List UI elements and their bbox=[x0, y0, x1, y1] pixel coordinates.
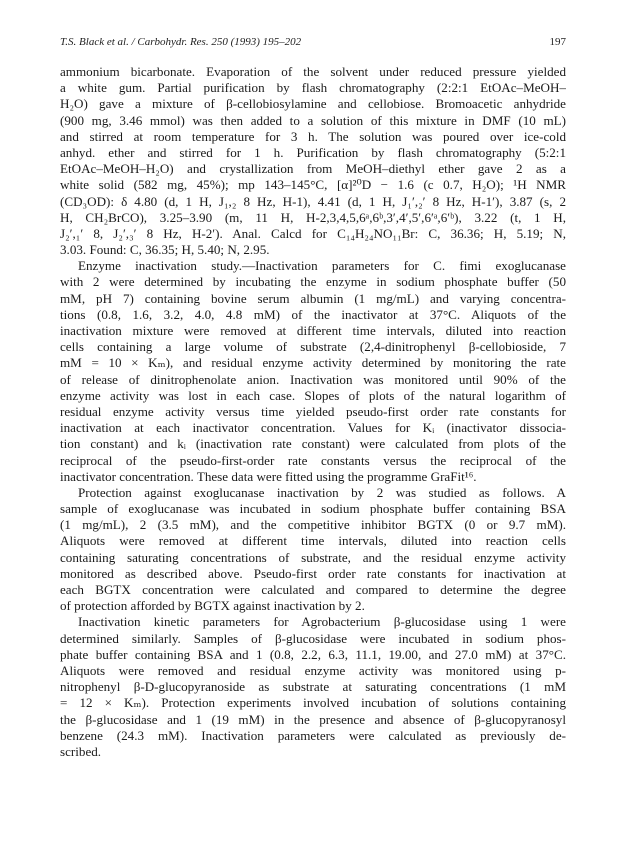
text-line: Inactivation kinetic parameters for Agrobacterium β-glucosidase using 1 were bbox=[78, 614, 566, 630]
text-line: mM, pH 7) containing bovine serum albumin (1 mg/mL) and varying concentra- bbox=[60, 290, 566, 306]
text-line: the β-glucosidase and 1 (19 mM) in the presence and absence of β-glucopyranosyl bbox=[60, 711, 566, 727]
running-head: T.S. Black et al. / Carbohydr. Res. 250 (1993) 195–202 bbox=[60, 36, 302, 48]
text-line: phate buffer containing BSA and 1 (0.8, 2.2, 6.3, 11.1, 19.00, and 27.0 mM) at 37°C. bbox=[60, 646, 566, 662]
text-line: and stirred at room temperature for 3 h. The solution was poured over ice-cold bbox=[60, 128, 566, 144]
text-line: EtOAc–MeOH–H₂O) and crystallization from MeOH–diethyl ether gave 2 as a bbox=[60, 161, 566, 177]
text-line: 3.03. Found: C, 36.35; H, 5.40; N, 2.95. bbox=[60, 242, 270, 258]
text-line: containing saturating concentrations of substrate, and the residual enzyme activity bbox=[60, 549, 566, 565]
text-line: inactivation mixture were removed at different time intervals, diluted into reaction bbox=[60, 323, 566, 338]
text-line: with 2 were determined by incubating the enzyme in sodium phosphate buffer (50 bbox=[60, 274, 566, 290]
text-line: J₂′,₁′ 8, J₂′,₃′ 8 Hz, H-2′). Anal. Calcd for C₁₄H₂₄NO₁₁Br: C, 36.36; H, 5.19; N, bbox=[60, 225, 566, 241]
text-line: of release of dinitrophenolate anion. Inactivation was monitored until 90% of the bbox=[60, 371, 566, 387]
text-line: H, CH₂BrCO), 3.25–3.90 (m, 11 H, H-2,3,4,5,6ᵃ,6ᵇ,3′,4′,5′,6′ᵃ,6′ᵇ), 3.22 (t, 1 H, bbox=[60, 209, 566, 225]
text-line: mM = 10 × Kₘ), and residual enzyme activity determined by monitoring the rate bbox=[60, 355, 566, 371]
page-number: 197 bbox=[549, 36, 566, 48]
text-line: enzyme activity was lost in each case. Slopes of plots of the natural logarithm of bbox=[60, 387, 566, 403]
text-line: benzene (24.3 mM). Inactivation parameters were calculated as previously de- bbox=[60, 727, 566, 743]
text-line: monitored as described above. Pseudo-first order rate constants for inactivation at bbox=[60, 565, 566, 581]
text-line: a white gum. Partial purification by flash chromatography (2:2:1 EtOAc–MeOH– bbox=[60, 80, 566, 96]
text-line: sample of exoglucanase was incubated in sodium phosphate buffer containing BSA bbox=[60, 501, 566, 517]
text-line: Protection against exoglucanase inactivation by 2 was studied as follows. A bbox=[78, 484, 566, 500]
text-line: H₂O) gave a mixture of β-cellobiosylamine and cellobiose. Bromoacetic anhydride bbox=[60, 96, 566, 112]
text-line: scribed. bbox=[60, 743, 102, 759]
text-line: ammonium bicarbonate. Evaporation of the solvent under reduced pressure yielded bbox=[60, 64, 566, 79]
text-line: (900 mg, 3.46 mmol) was then added to a solution of this mixture in DMF (10 mL) bbox=[60, 112, 566, 128]
text-line: anhyd. ether and stirred for 1 h. Purification by flash chromatography (5:2:1 bbox=[60, 144, 566, 160]
text-line: cells containing a large volume of substrate (2,4-dinitrophenyl β-cellobioside, 7 bbox=[60, 339, 566, 355]
text-line: determined similarly. Samples of β-glucosidase were incubated in sodium phos- bbox=[60, 630, 566, 646]
page-header bbox=[60, 34, 566, 50]
text-line: Aliquots were removed and residual enzyme activity was monitored using p- bbox=[60, 662, 566, 678]
text-line: tion constant) and kᵢ (inactivation rate constant) were calculated from plots of the bbox=[60, 436, 566, 452]
text-line: white solid (582 mg, 45%); mp 143–145°C, [α]²⁰D − 1.6 (c 0.7, H₂O); ¹H NMR bbox=[60, 177, 566, 193]
text-line: nitrophenyl β-D-glucopyranoside as substrate at saturating concentrations (1 mM bbox=[60, 679, 566, 695]
text-line: inactivation at each inactivator concentration. Values for Kᵢ (inactivator dissocia- bbox=[60, 420, 566, 436]
text-line: Aliquots were removed at different time intervals, diluted into reaction cells bbox=[60, 533, 566, 549]
text-line: Enzyme inactivation study.—Inactivation parameters for C. fimi exoglucanase bbox=[78, 258, 566, 274]
text-line: of protection afforded by BGTX against inactivation by 2. bbox=[60, 598, 365, 614]
body-text bbox=[60, 64, 566, 760]
text-line: (CD₃OD): δ 4.80 (d, 1 H, J₁,₂ 8 Hz, H-1), 4.41 (d, 1 H, J₁′,₂′ 8 Hz, H-1′), 3.87 (s, 2 bbox=[60, 193, 566, 209]
text-line: (1 mg/mL), 2 (3.5 mM), and the competitive inhibitor BGTX (0 or 9.7 mM). bbox=[60, 517, 566, 533]
text-line: = 12 × Kₘ). Protection experiments involved incubation of solutions containing bbox=[60, 695, 566, 711]
text-line: residual enzyme activity versus time yielded pseudo-first order rate constants for bbox=[60, 403, 566, 419]
text-line: reciprocal of the pseudo-first-order rate constants versus the reciprocal of the bbox=[60, 452, 566, 468]
text-line: inactivator concentration. These data were fitted using the programme GraFit¹⁶. bbox=[60, 468, 477, 484]
text-line: tions (0.8, 1.6, 3.2, 4.0, 4.8 mM) of the inactivator at 37°C. Aliquots of the bbox=[60, 306, 566, 322]
text-line: each BGTX concentration were calculated and compared to determine the degree bbox=[60, 582, 566, 597]
